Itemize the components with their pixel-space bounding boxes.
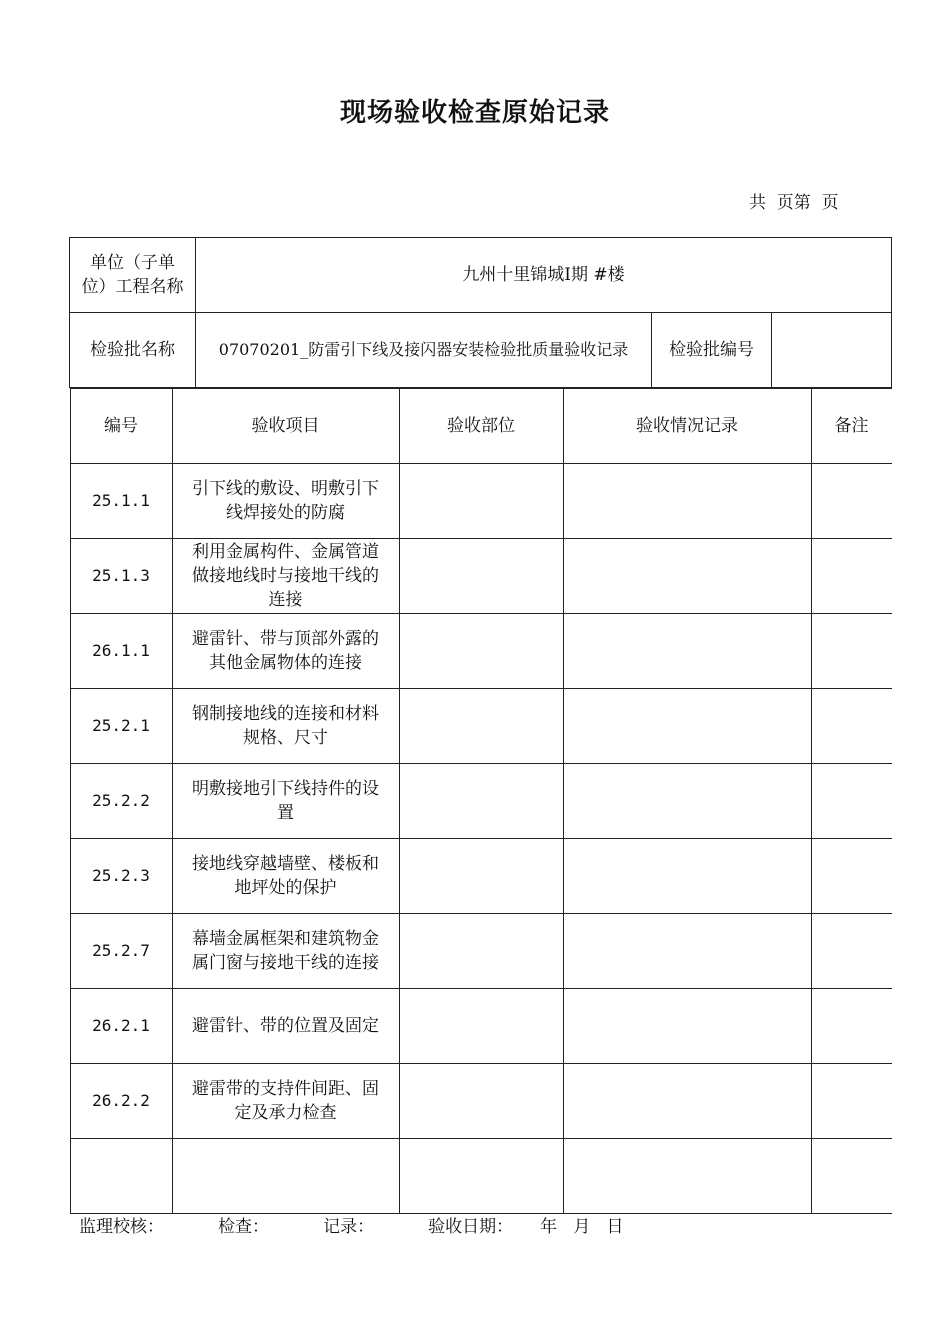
column-header: 编号 bbox=[70, 389, 172, 464]
item-description: 避雷针、带的位置及固定 bbox=[172, 989, 399, 1064]
item-description: 明敷接地引下线持件的设置 bbox=[172, 764, 399, 839]
page-number-info: 共 页第 页 bbox=[749, 193, 839, 213]
item-code: 25.2.1 bbox=[70, 689, 172, 764]
item-description: 避雷带的支持件间距、固定及承力检查 bbox=[172, 1064, 399, 1139]
item-code: 26.2.2 bbox=[70, 1064, 172, 1139]
table-row bbox=[70, 539, 892, 614]
item-code bbox=[70, 1139, 172, 1214]
column-header: 验收项目 bbox=[172, 389, 399, 464]
batch-row bbox=[70, 313, 892, 388]
item-location bbox=[399, 539, 563, 614]
item-record bbox=[563, 689, 811, 764]
project-value: 九州十里锦城Ⅰ期 #楼 bbox=[196, 238, 892, 313]
project-row bbox=[70, 238, 892, 313]
item-description: 利用金属构件、金属管道做接地线时与接地干线的连接 bbox=[172, 539, 399, 614]
inspection-table bbox=[69, 237, 892, 1214]
item-remark bbox=[811, 914, 892, 989]
table-row bbox=[70, 764, 892, 839]
table-row bbox=[70, 1064, 892, 1139]
item-location bbox=[399, 989, 563, 1064]
item-record bbox=[563, 839, 811, 914]
column-header: 验收部位 bbox=[399, 389, 563, 464]
item-location bbox=[399, 1139, 563, 1214]
document-title: 现场验收检查原始记录 bbox=[339, 98, 610, 128]
item-location bbox=[399, 1064, 563, 1139]
items-table bbox=[70, 388, 892, 1214]
item-code: 25.2.2 bbox=[70, 764, 172, 839]
item-description: 接地线穿越墙壁、楼板和地坪处的保护 bbox=[172, 839, 399, 914]
item-record bbox=[563, 464, 811, 539]
item-record bbox=[563, 539, 811, 614]
item-remark bbox=[811, 1139, 892, 1214]
table-row bbox=[70, 614, 892, 689]
batch-value: 07070201_防雷引下线及接闪器安装检验批质量验收记录 bbox=[196, 313, 652, 388]
item-code: 25.1.3 bbox=[70, 539, 172, 614]
batch-number-label: 检验批编号 bbox=[652, 313, 772, 388]
batch-label: 检验批名称 bbox=[70, 313, 196, 388]
column-header: 备注 bbox=[811, 389, 892, 464]
batch-number-value bbox=[772, 313, 892, 388]
column-header: 验收情况记录 bbox=[563, 389, 811, 464]
table-row bbox=[70, 1139, 892, 1214]
item-record bbox=[563, 614, 811, 689]
item-code: 26.1.1 bbox=[70, 614, 172, 689]
item-record bbox=[563, 764, 811, 839]
item-remark bbox=[811, 614, 892, 689]
table-row bbox=[70, 464, 892, 539]
item-code: 25.2.7 bbox=[70, 914, 172, 989]
item-location bbox=[399, 839, 563, 914]
item-location bbox=[399, 614, 563, 689]
item-remark bbox=[811, 989, 892, 1064]
item-record bbox=[563, 989, 811, 1064]
item-record bbox=[563, 914, 811, 989]
item-code: 26.2.1 bbox=[70, 989, 172, 1064]
item-description bbox=[172, 1139, 399, 1214]
item-location bbox=[399, 689, 563, 764]
item-code: 25.1.1 bbox=[70, 464, 172, 539]
item-description: 避雷针、带与顶部外露的其他金属物体的连接 bbox=[172, 614, 399, 689]
items-section bbox=[70, 388, 892, 1215]
item-remark bbox=[811, 1064, 892, 1139]
item-record bbox=[563, 1139, 811, 1214]
item-location bbox=[399, 914, 563, 989]
table-row bbox=[70, 689, 892, 764]
item-remark bbox=[811, 689, 892, 764]
item-remark bbox=[811, 839, 892, 914]
item-description: 钢制接地线的连接和材料规格、尺寸 bbox=[172, 689, 399, 764]
signature-footer: 监理校核： 检查： 记录： 验收日期： 年 月 日 bbox=[79, 1217, 624, 1237]
item-record bbox=[563, 1064, 811, 1139]
item-description: 引下线的敷设、明敷引下线焊接处的防腐 bbox=[172, 464, 399, 539]
table-row bbox=[70, 989, 892, 1064]
project-label: 单位（子单位）工程名称 bbox=[70, 238, 196, 313]
item-remark bbox=[811, 539, 892, 614]
item-remark bbox=[811, 464, 892, 539]
table-row bbox=[70, 914, 892, 989]
item-remark bbox=[811, 764, 892, 839]
column-header-row bbox=[70, 389, 892, 464]
table-row bbox=[70, 839, 892, 914]
item-code: 25.2.3 bbox=[70, 839, 172, 914]
item-description: 幕墙金属框架和建筑物金属门窗与接地干线的连接 bbox=[172, 914, 399, 989]
item-location bbox=[399, 764, 563, 839]
item-location bbox=[399, 464, 563, 539]
